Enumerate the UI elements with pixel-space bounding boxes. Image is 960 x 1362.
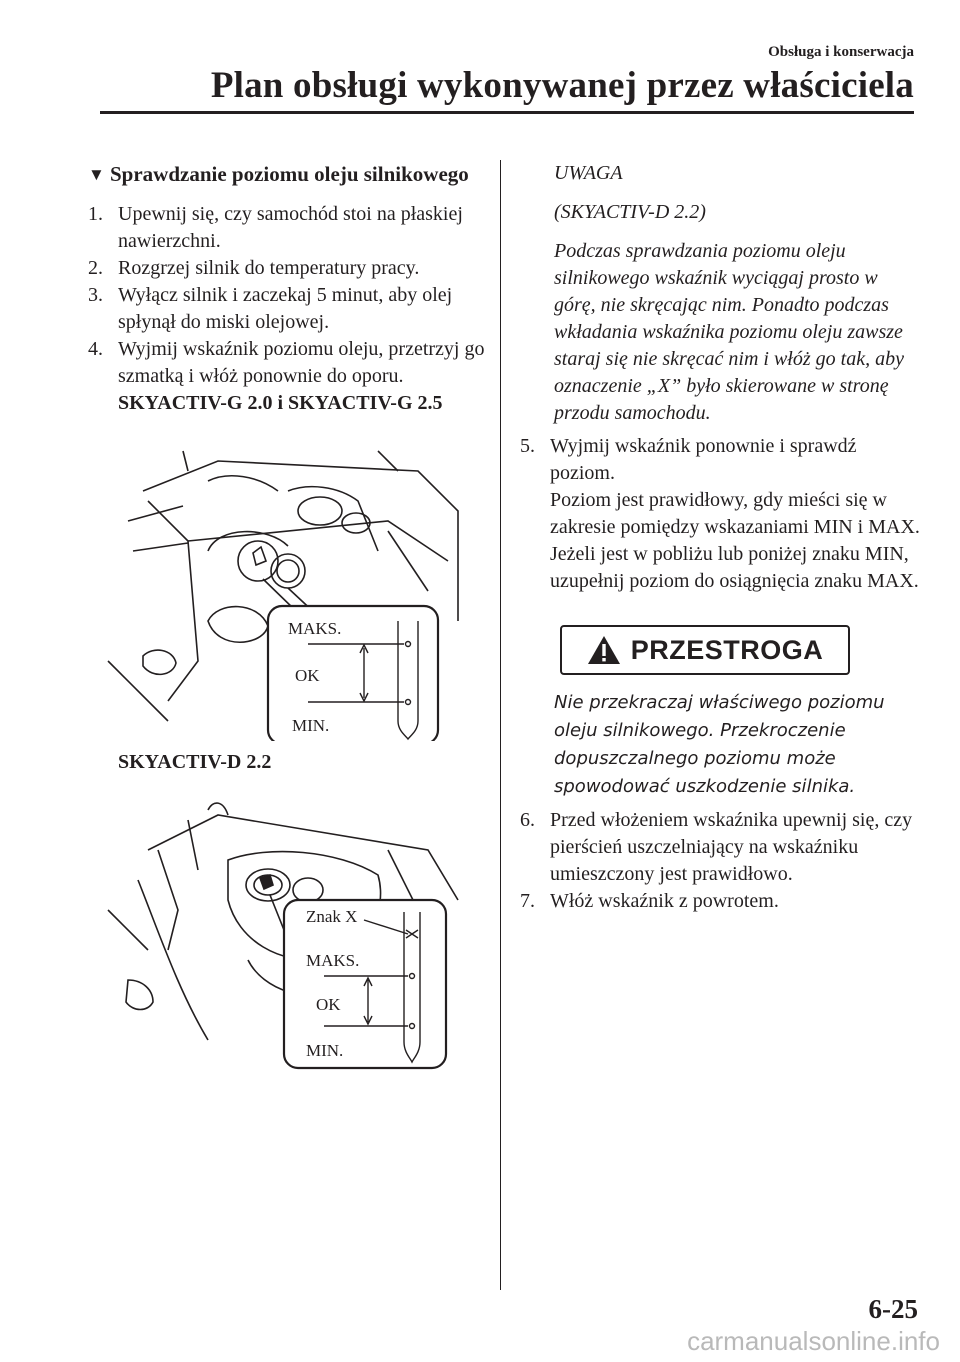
step-number: 1. (88, 203, 103, 225)
step-text: Rozgrzej silnik do temperatury pracy. (118, 257, 420, 279)
step-number: 3. (88, 284, 103, 306)
fig1-label-min: MIN. (292, 716, 330, 735)
fig1-label-ok: OK (295, 666, 320, 685)
page-title: Plan obsługi wykonywanej przez właściciela (210, 65, 914, 106)
caution-label: PRZESTROGA (630, 634, 824, 665)
step-3 (88, 282, 488, 336)
fig1-label-max: MAKS. (288, 619, 342, 638)
figure-engine-d (88, 790, 488, 1100)
section-heading-text: Sprawdzanie poziomu oleju silnikowego (110, 162, 469, 186)
fig2-label-ok: OK (316, 995, 341, 1014)
step-number: 6. (520, 809, 535, 831)
step-number: 7. (520, 890, 535, 912)
step-2 (88, 255, 488, 282)
fig2-label-min: MIN. (306, 1041, 344, 1060)
step-text: Upewnij się, czy samochód stoi na płaskiej nawierzchni. (118, 203, 463, 252)
figure1-caption: SKYACTIV-G 2.0 i SKYACTIV-G 2.5 (118, 392, 443, 414)
note-engine: (SKYACTIV-D 2.2) (554, 201, 706, 223)
engine-g-illustration (88, 431, 488, 741)
step-text: Włóż wskaźnik z powrotem. (550, 890, 779, 912)
note-text: Podczas sprawdzania poziomu oleju silnikowego wskaźnik wyciągaj prosto w górę, nie skręcając nim. Ponadto podczas wkładania wskaźnika poziomu oleju zawsze staraj się nie skręcać nim i włóż go tak, aby oznaczenie „X” było skierowane w stronę przodu samochodu. (554, 240, 904, 424)
header-rule (100, 111, 914, 114)
step-text: Wyjmij wskaźnik ponownie i sprawdź poziom. (550, 435, 857, 484)
caution-text: Nie przekraczaj właściwego poziomu oleju silnikowego. Przekroczenie dopuszczalnego poziomu może spowodować uszkodzenie silnika. (554, 692, 885, 797)
caution-box (560, 625, 850, 675)
section-heading (88, 160, 488, 189)
step-text: Wyłącz silnik i zaczekaj 5 minut, aby olej spłynął do miski olejowej. (118, 284, 453, 333)
step-number: 5. (520, 435, 535, 457)
step-6 (520, 807, 920, 888)
step5-paragraph-2: Jeżeli jest w pobliżu lub poniżej znaku MIN, uzupełnij poziom do osiągnięcia znaku MAX. (550, 543, 919, 592)
figure2-caption: SKYACTIV-D 2.2 (118, 751, 272, 773)
step-text: Przed włożeniem wskaźnika upewnij się, czy pierścień uszczelniający na wskaźniku umieszczony jest prawidłowo. (550, 809, 913, 885)
right-column (520, 160, 920, 915)
step-text: Wyjmij wskaźnik poziomu oleju, przetrzyj go szmatką i włóż ponownie do oporu. (118, 338, 485, 387)
step-5 (520, 433, 920, 487)
step-number: 2. (88, 257, 103, 279)
header-section: Obsługa i konserwacja (768, 44, 914, 60)
note-title: UWAGA (554, 162, 623, 184)
triangle-down-icon: ▼ (88, 165, 105, 184)
fig2-label-x: Znak X (306, 907, 358, 926)
step-7 (520, 888, 920, 915)
watermark: carmanualsonline.info (687, 1326, 940, 1356)
step-number: 4. (88, 338, 103, 360)
engine-d-illustration (88, 790, 488, 1100)
fig2-label-max: MAKS. (306, 951, 360, 970)
left-column (88, 160, 488, 1100)
column-divider (500, 160, 501, 1290)
step5-paragraph-1: Poziom jest prawidłowy, gdy mieści się w zakresie pomiędzy wskazaniami MIN i MAX. (550, 489, 920, 538)
figure-engine-g (88, 431, 488, 741)
page-number: 6-25 (868, 1294, 918, 1324)
step-1 (88, 201, 488, 255)
note-block (520, 160, 920, 427)
step-4 (88, 336, 488, 390)
warning-triangle-icon (587, 635, 621, 665)
